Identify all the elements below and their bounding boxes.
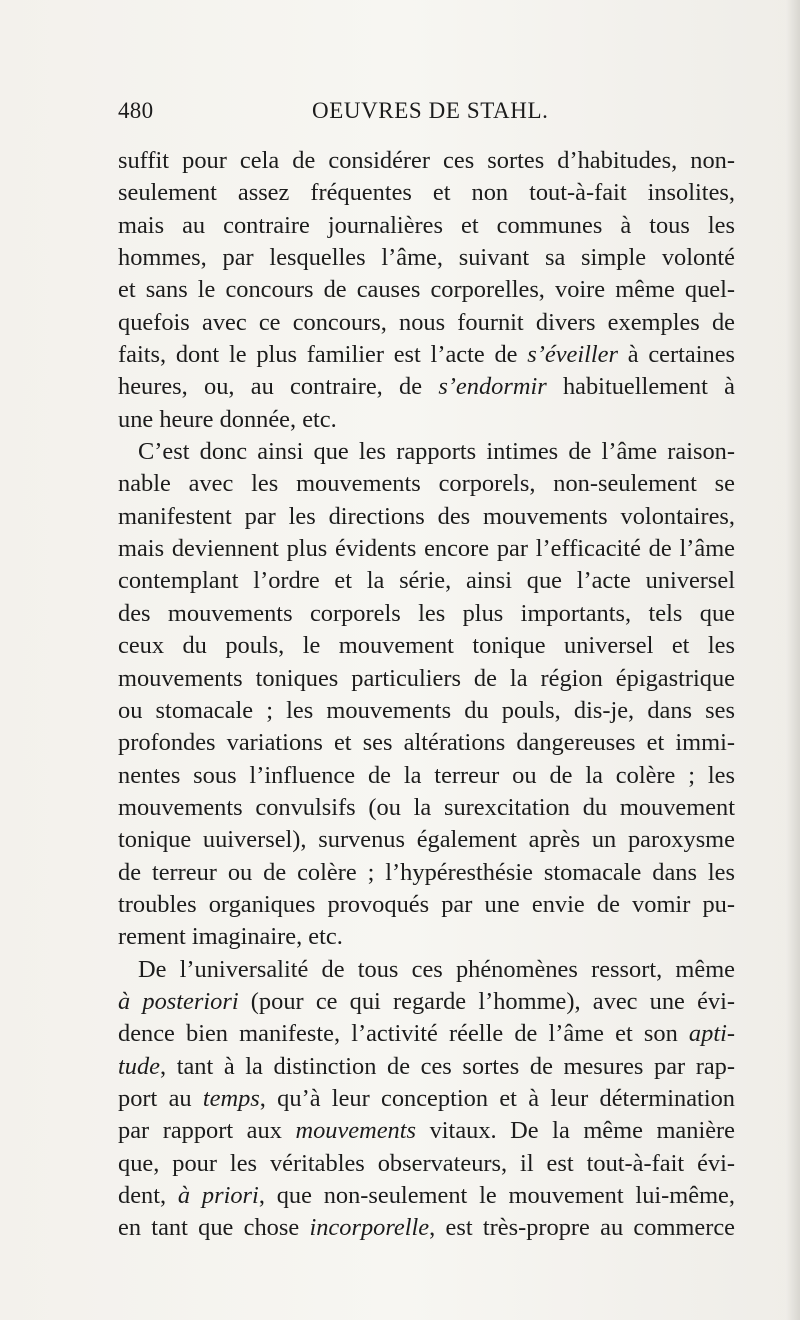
italic-term: incorporelle <box>309 1214 430 1242</box>
text-line: tonique uuiversel), survenus également après un paroxysme <box>118 826 735 854</box>
page-header <box>118 94 558 128</box>
text-fragment: en tant que chose <box>118 1214 310 1242</box>
text-line: mais deviennent plus évidents encore par l’efficacité de l’âme <box>118 535 735 563</box>
text-line <box>118 339 735 371</box>
text-fragment: vitaux. De la même manière <box>416 1117 736 1145</box>
text-line: ou stomacale ; les mouvements du pouls, dis-je, dans ses <box>118 696 735 724</box>
text-line: manifestent par les directions des mouvements volontaires, <box>118 502 735 530</box>
text-line: troubles organiques provoqués par une envie de vomir pu- <box>118 890 735 918</box>
text-line: des mouvements corporels les plus importants, tels que <box>118 599 735 627</box>
text-fragment: , tant à la distinction de ces sortes de mesures par rap- <box>160 1052 735 1080</box>
text-fragment: dence bien manifeste, l’activité réelle de l’âme et son <box>118 1020 689 1048</box>
italic-term: mouvements <box>295 1117 417 1145</box>
italic-term: à priori <box>177 1182 259 1209</box>
italic-term: s’éveiller <box>527 341 618 369</box>
text-line: une heure donnée, etc. <box>118 405 337 433</box>
text-line: profondes variations et ses altérations dangereuses et immi- <box>118 729 735 757</box>
italic-term: tude <box>118 1052 160 1080</box>
text-line <box>118 1115 735 1147</box>
text-line: de terreur ou de colère ; l’hypéresthésie stomacale dans les <box>118 858 735 886</box>
text-line: hommes, par lesquelles l’âme, suivant sa simple volonté <box>118 244 735 272</box>
text-line: De l’universalité de tous ces phénomènes ressort, même <box>138 955 735 983</box>
text-line: mais au contraire journalières et communes à tous les <box>118 211 735 239</box>
text-line <box>118 371 735 403</box>
text-line: mouvements convulsifs (ou la surexcitation du mouvement <box>118 793 735 821</box>
italic-term: temps <box>202 1084 260 1112</box>
text-line: ceux du pouls, le mouvement tonique universel et les <box>118 632 735 660</box>
text-fragment: à certaines <box>618 341 736 369</box>
text-line <box>118 1180 735 1212</box>
page-edge-shadow <box>786 0 800 1320</box>
text-line <box>118 1212 735 1244</box>
italic-term: apti- <box>688 1020 735 1048</box>
running-title: OEUVRES DE STAHL. <box>312 98 549 123</box>
body-text <box>118 145 735 1245</box>
text-line: mouvements toniques particuliers de la région épigastrique <box>118 664 735 692</box>
text-line <box>118 1018 735 1050</box>
text-fragment: dent, <box>118 1182 178 1209</box>
text-line: nable avec les mouvements corporels, non-seulement se <box>118 470 735 498</box>
text-line <box>118 986 735 1018</box>
text-fragment: heures, ou, au contraire, de <box>118 373 439 401</box>
text-line: contemplant l’ordre et la série, ainsi que l’acte universel <box>118 567 735 595</box>
text-line: rement imaginaire, etc. <box>118 923 343 951</box>
text-line <box>118 1083 735 1115</box>
text-line: nentes sous l’influence de la terreur ou de la colère ; les <box>118 761 735 789</box>
text-fragment: (pour ce qui regarde l’homme), avec une évi- <box>238 987 735 1015</box>
text-line: quefois avec ce concours, nous fournit divers exemples de <box>118 308 735 336</box>
italic-term: à posteriori <box>118 987 239 1015</box>
text-line: et sans le concours de causes corporelles, voire même quel- <box>118 276 735 304</box>
text-fragment: port au <box>118 1084 203 1112</box>
text-line: seulement assez fréquentes et non tout-à-fait insolites, <box>118 179 735 207</box>
text-fragment: faits, dont le plus familier est l’acte de <box>118 341 528 369</box>
text-line: suffit pour cela de considérer ces sortes d’habitudes, non- <box>118 147 735 174</box>
text-fragment: , qu’à leur conception et à leur détermination <box>259 1084 735 1112</box>
text-fragment: , que non-seulement le mouvement lui-même, <box>258 1182 735 1209</box>
text-fragment: , est très-propre au commerce <box>429 1214 735 1242</box>
text-fragment: habituellement à <box>546 373 735 401</box>
text-fragment: par rapport aux <box>118 1117 296 1145</box>
page-number: 480 <box>118 98 154 123</box>
italic-term: s’endormir <box>438 373 547 401</box>
text-line: C’est donc ainsi que les rapports intimes de l’âme raison- <box>138 438 735 466</box>
text-line <box>118 1051 735 1083</box>
text-line: que, pour les véritables observateurs, il est tout-à-fait évi- <box>118 1149 735 1177</box>
